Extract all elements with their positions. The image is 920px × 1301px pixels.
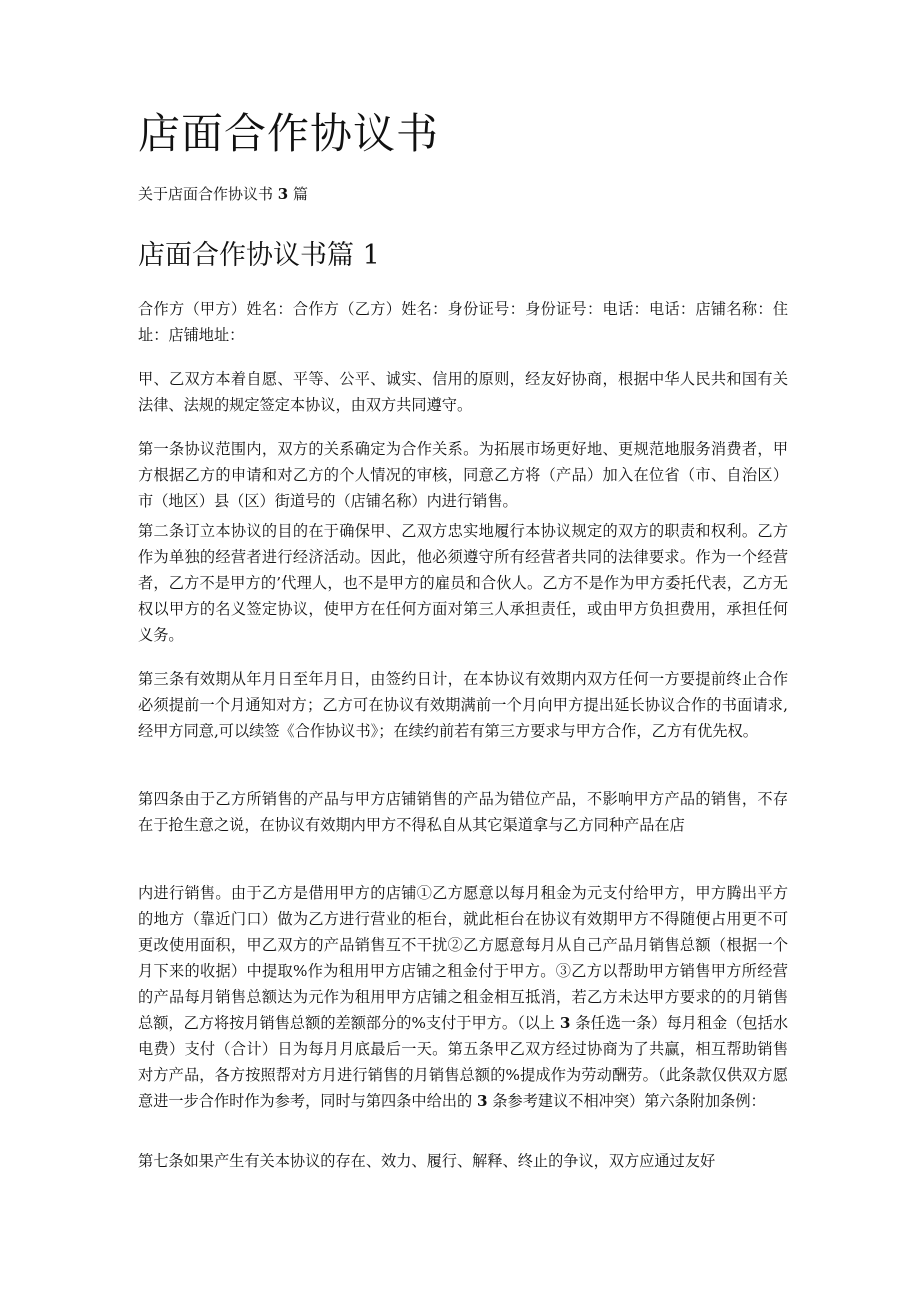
subtitle-count: 3 [277, 185, 289, 203]
paragraph-parties: 合作方（甲方）姓名：合作方（乙方）姓名：身份证号：身份证号：电话：电话：店铺名称：住址：店铺地址： [138, 300, 788, 344]
paragraph-article-1: 第一条协议范围内，双方的关系确定为合作关系。为拓展市场更好地、更规范地服务消费者，甲方根据乙方的申请和对乙方的个人情况的审核，同意乙方将（产品）加入在位省（市、自治区）市（地区）县（区）街道号的（店铺名称）内进行销售。 [138, 440, 788, 510]
paragraph-article-3: 第三条有效期从年月日至年月日，由签约日计，在本协议有效期内双方任何一方要提前终止合作必须提前一个月通知对方；乙方可在协议有效期满前一个月向甲方提出延长协议合作的书面请求,经甲方同意,可以续签《合作协议书》；在续约前若有第三方要求与甲方合作，乙方有优先权。 [138, 670, 788, 740]
paragraph-number: 3 [559, 1014, 571, 1032]
paragraph-text: 条任选一条）每月租金（包括水电费）支付（合计）日为每月月底最后一天。第五条甲乙双方经过协商为了共赢，相互帮助销售对方产品，各方按照帮对方月进行销售的月销售总额的%提成作为劳动酬劳。（此条款仅供双方愿意进一步合作时作为参考，同时与第四条中给出的 [138, 1014, 789, 1110]
paragraph-article-7: 第七条如果产生有关本协议的存在、效力、履行、解释、终止的争议，双方应通过友好 [138, 1152, 716, 1170]
paragraph-number: 3 [476, 1092, 488, 1110]
document-subtitle [138, 183, 308, 205]
paragraph-article-4-continued [138, 880, 788, 1114]
paragraph-article-2: 第二条订立本协议的目的在于确保甲、乙双方忠实地履行本协议规定的双方的职责和权利。乙方作为单独的经营者进行经济活动。因此，他必须遵守所有经营者共同的法律要求。作为一个经营者，乙方不是甲方的’代理人，也不是甲方的雇员和合伙人。乙方不是作为甲方委托代表，乙方无权以甲方的名义签定协议，使甲方在任何方面对第三人承担责任，或由甲方负担费用，承担任何义务。 [138, 522, 788, 644]
paragraph-text: 条参考建议不相冲突）第六条附加条例： [492, 1092, 766, 1110]
section-heading: 店面合作协议书篇 1 [138, 240, 380, 271]
paragraph-text: 内进行销售。由于乙方是借用甲方的店铺①乙方愿意以每月租金为元支付给甲方，甲方腾出平方的地方（靠近门口）做为乙方进行营业的柜台，就此柜台在协议有效期甲方不得随便占用更不可更改使用面积，甲乙双方的产品销售互不干扰②乙方愿意每月从自己产品月销售总额（根据一个月下来的收据）中提取%作为租用甲方店铺之租金付于甲方。③乙方以帮助甲方销售甲方所经营的产品每月销售总额达为元作为租用甲方店铺之租金相互抵消，若乙方未达甲方要求的的月销售总额，乙方将按月销售总额的差额部分的%支付于甲方。（以上 [138, 884, 788, 1032]
document-title: 店面合作协议书 [138, 109, 440, 158]
paragraph-article-4: 第四条由于乙方所销售的产品与甲方店铺销售的产品为错位产品，不影响甲方产品的销售，不存在于抢生意之说，在协议有效期内甲方不得私自从其它渠道拿与乙方同种产品在店 [138, 790, 788, 834]
subtitle-unit: 篇 [293, 185, 309, 203]
subtitle-text: 关于店面合作协议书 [138, 185, 274, 203]
paragraph-principles: 甲、乙双方本着自愿、平等、公平、诚实、信用的原则，经友好协商，根据中华人民共和国有关法律、法规的规定签定本协议，由双方共同遵守。 [138, 370, 788, 414]
